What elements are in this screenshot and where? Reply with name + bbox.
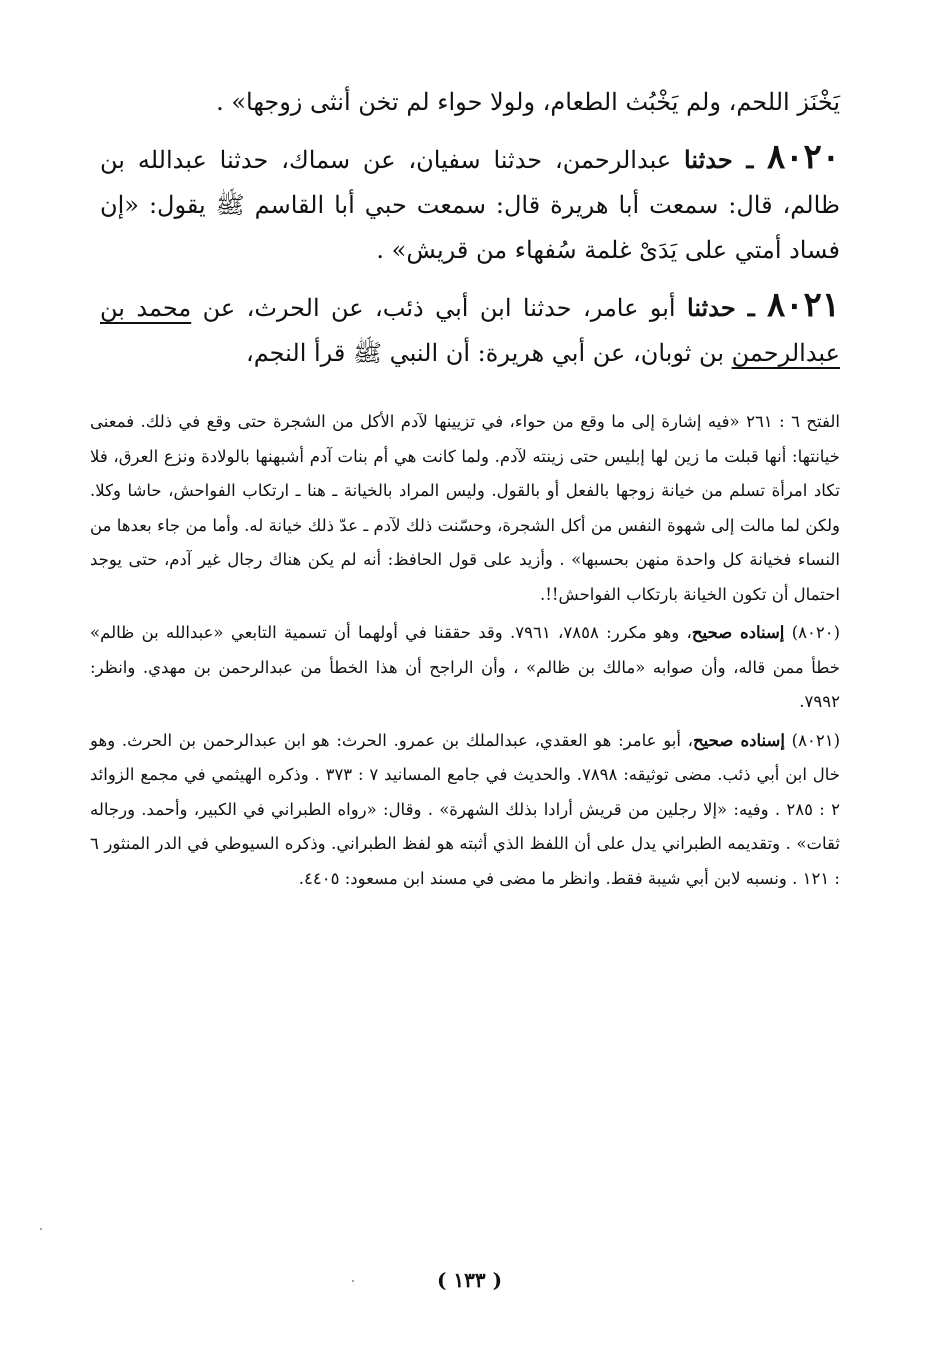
scan-speck — [40, 1228, 42, 1230]
scan-speck — [352, 1280, 354, 1282]
footnote-verdict: إسناده صحيح — [691, 623, 785, 642]
footnotes — [90, 405, 840, 900]
sanad-word: حدثنا — [687, 293, 736, 322]
footnote-verdict: إسناده صحيح — [693, 730, 785, 750]
footnote-8020 — [90, 616, 840, 720]
hadith-8021 — [100, 283, 840, 376]
hadith-sep: ـ — [735, 293, 767, 322]
hadith-text: عبدالرحمن، حدثنا سفيان، عن سماك، حدثنا عبدالله بن ظالم، قال: سمعت أبا هريرة قال: سمعت حبي أبا القاسم ﷺ يقول: «إن فساد أمتي على يَدَىْ غلمة سُفهاء من قريش» . — [100, 146, 840, 264]
footnote-label: (٨٠٢٠) — [791, 623, 841, 642]
main-text — [100, 80, 840, 376]
continuation-line: يَخْنَز اللحم، ولم يَخْبُث الطعام، ولولا حواء لم تخن أنثى زوجها» . — [216, 88, 840, 116]
hadith-text: أبو عامر، حدثنا ابن أبي ذئب، عن الحرث، عن — [191, 294, 687, 322]
hadith-text: بن ثوبان، عن أبي هريرة: أن النبي ﷺ قرأ النجم، — [245, 339, 732, 367]
hadith-sep: ـ — [732, 145, 767, 174]
hadith-8020 — [100, 135, 840, 273]
footnote-8021 — [90, 724, 840, 897]
footnote-text: ، أبو عامر: هو العقدي، عبدالملك بن عمرو. الحرث: هو ابن عبدالرحمن بن الحرث. وهو خال ابن أبي ذئب. مضى توثيقه: ٧٨٩٨. والحديث في جامع المسانيد ٧ : ٣٧٣ . وذكره الهيثمي في مجمع الزوائد ٢ : ٢٨٥ . وفيه: «إلا رجلين من قريش أرادا بذلك الشهرة» . وقال: «رواه الطبراني في الكبير، وأحمد. ورجاله ثقات» . وتقديمه الطبراني يدل على أن اللفظ الذي أثبته هو لفظ الطبراني. وذكره السيوطي في الدر المنثور ٦ : ١٢١ . ونسبه لابن أبي شيبة فقط. وانظر ما مضى في مسند ابن مسعود: ٤٤٠٥. — [90, 730, 840, 888]
footnote-label: (٨٠٢١) — [791, 730, 840, 750]
footnote-text: ، وهو مكرر: ٧٨٥٨، ٧٩٦١. وقد حققنا في أولهما أن تسمية التابعي «عبدالله بن ظالم» خطأ ممن قاله، وأن صوابه «مالك بن ظالم» ، وأن الراجح أن هذا الخطأ من عبدالرحمن بن مهدي. وانظر: ٧٩٩٢. — [90, 623, 840, 711]
sanad-word: حدثنا — [684, 145, 733, 174]
hadith-number: ٨٠٢٠ — [766, 137, 841, 177]
hadith-number: ٨٠٢١ — [766, 285, 841, 325]
footnote-previous: الفتح ٦ : ٢٦١ «فيه إشارة إلى ما وقع من حواء، في تزيينها لآدم الأكل من الشجرة حتى وقع في ذلك. فمعنى خيانتها: أنها قبلت ما زين لها إبليس حتى زينته لآدم. ولما كانت هي أم بنات آدم أشبهنها بالولادة ونزع العرق، فلا تكاد امرأة تسلم من خيانة زوجها بالفعل أو بالقول. وليس المراد بالخيانة ـ هنا ـ ارتكاب الفواحش، حاشا وكلا. ولكن لما مالت إلى شهوة النفس من أكل الشجرة، وحسّنت ذلك لآدم ـ عدّ ذلك خيانة له. وأما من جاء بعدها من النساء فخيانة كل واحدة منهن بحسبها» . وأزيد على قول الحافظ: أنه لم يكن هناك رجال غير آدم، حتى يوجد احتمال أن تكون الخيانة بارتكاب الفواحش!!. — [90, 412, 840, 604]
page-number: ( ١٣٣ ) — [436, 1268, 503, 1292]
underlined-narrator-name: محمد بن عبدالرحمن — [100, 294, 840, 367]
